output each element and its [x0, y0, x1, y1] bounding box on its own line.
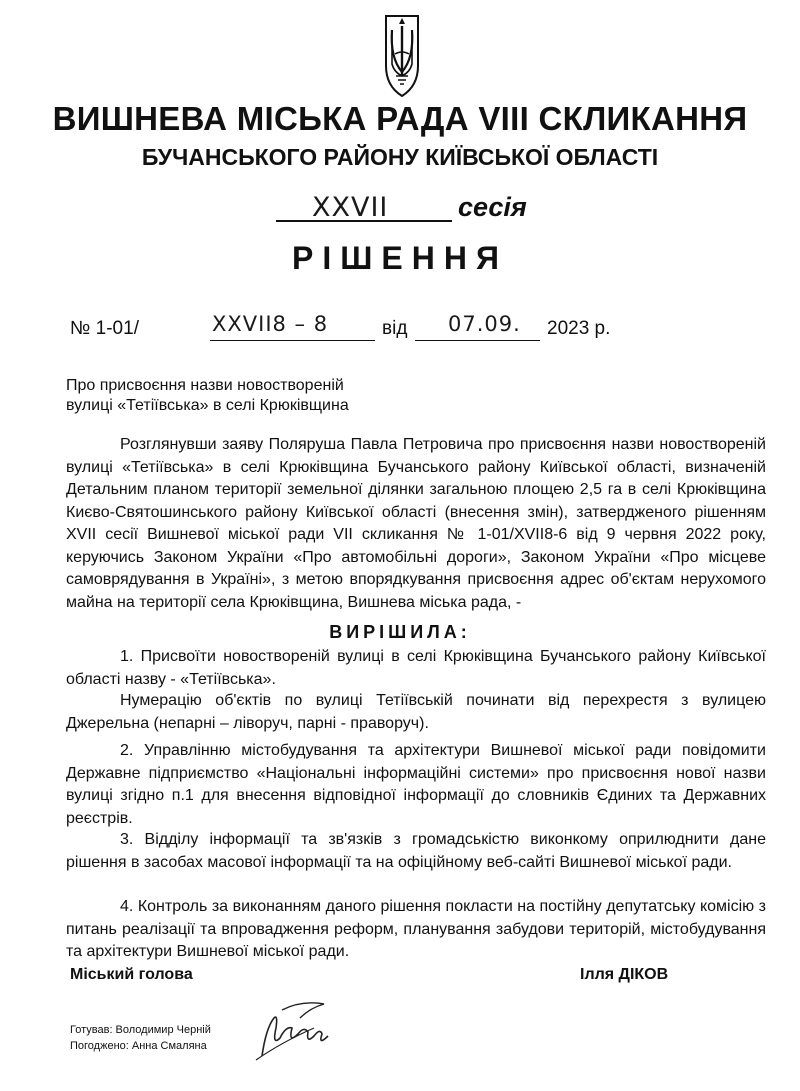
date-year: 2023 р.	[547, 318, 611, 339]
decision-number-prefix: № 1-01/	[70, 318, 139, 339]
subject-line: Про присвоєння назви новоствореній	[66, 377, 344, 394]
council-district: БУЧАНСЬКОГО РАЙОНУ КИЇВСЬКОЇ ОБЛАСТІ	[141, 144, 659, 170]
handwritten-signature	[252, 998, 344, 1066]
date-handwritten: 07.09.	[448, 312, 521, 336]
date-label: від	[382, 318, 408, 339]
decision-number-handwritten: XXVII8 – 8	[212, 312, 329, 336]
item-1: 1. Присвоїти новоствореній вулиці в селі Крюківщина Бучанського району Київської області назву - «Тетіївська».	[66, 648, 766, 688]
preamble-paragraph: Розглянувши заяву Поляруша Павла Петровича про присвоєння назви новоствореній вулиці «Тетіївська» в селі Крюківщина Бучанського району Київської області, визначеній Детальним планом території земельної ділянки загальною площею 2,5 га в селі Крюківщина Києво-Святошинського району Київської області (внесення змін), затвердженого рішенням XVII сесії Вишневої міської ради VII скликання № 1-01/XVII8-6 від 9 червня 2022 року, керуючись Законом України «Про автомобільні дороги», Законом України «Про місцеве самоврядування в Україні», з метою впорядкування присвоєння адрес об'єктам нерухомого майна на території села Крюківщина, Вишнева міська рада, -	[66, 436, 766, 611]
signature-name: Ілля ДІКОВ	[580, 966, 669, 983]
decision-title: РІШЕННЯ	[292, 240, 508, 276]
decision-subject	[66, 376, 426, 416]
council-title: ВИШНЕВА МІСЬКА РАДА VIII СКЛИКАННЯ	[52, 100, 748, 137]
date-line	[415, 340, 540, 341]
item-1-numbering: Нумерацію об'єктів по вулиці Тетіївській починати від перехрестя з вулицею Джерельна (непарні – ліворуч, парні - праворуч).	[66, 692, 766, 732]
item-2: 2. Управлінню містобудування та архітектури Вишневої міської ради повідомити Державне підприємство «Національні інформаційні системи» про присвоєння нової назви вулиці згідно п.1 для внесення відповідної інформації до словників Єдиних та Державних реєстрів.	[66, 742, 766, 827]
session-number-handwritten: XXVII	[312, 192, 389, 223]
session-label: сесія	[458, 192, 527, 222]
prepared-by: Готував: Володимир Черній	[70, 1024, 211, 1036]
decision-number-row	[70, 312, 750, 346]
item-4: 4. Контроль за виконанням даного рішення покласти на постійну депутатську комісію з питань реалізації та впровадження реформ, планування забудови територій, містобудування та архітектури Вишневої міської ради.	[66, 898, 766, 960]
trident-coat-of-arms-icon	[384, 14, 420, 98]
approved-by: Погоджено: Анна Смаляна	[70, 1040, 207, 1052]
session-row	[276, 188, 576, 228]
item-3: 3. Відділу інформації та зв'язків з громадськістю виконкому оприлюднити дане рішення в засобах масової інформації та на офіційному веб-сайті Вишневої міської ради.	[66, 831, 766, 871]
subject-line: вулиці «Тетіївська» в селі Крюківщина	[66, 397, 349, 414]
decision-number-line	[210, 340, 375, 341]
signature-role: Міський голова	[70, 966, 193, 983]
prepared-block	[70, 1022, 211, 1054]
decided-heading: ВИРІШИЛА:	[329, 622, 471, 642]
